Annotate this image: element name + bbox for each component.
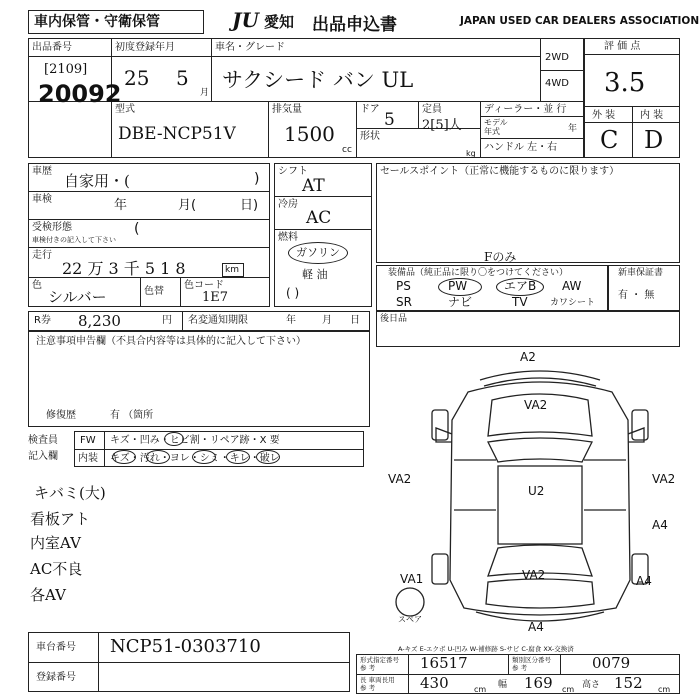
equip-sr: SR [396,295,412,309]
width-label: 幅 [498,680,508,690]
recycle-unit: 円 [162,315,172,326]
remark-2: 看板アト [30,510,91,528]
brand-aichi: 愛知 [264,13,295,31]
ac-label: 冷房 [278,199,298,210]
color-swap-label: 色替 [144,286,164,297]
post-attach-label: 後日品 [380,314,408,324]
equip-airbag: エアB [504,279,537,293]
registration-month: 5 [176,66,189,90]
history-label: 車歴 [32,166,52,177]
recycle-value: 8,230 [78,312,121,330]
mileage-label: 走行 [32,250,52,261]
drive-4wd: 4WD [545,78,569,89]
inspection-month: 月( [178,198,197,213]
handle-label: ハンドル 左・右 [484,142,558,153]
mark-circle-4 [192,450,216,464]
lot-label: 出品番号 [32,42,72,53]
diag-hood: VA2 [524,398,548,412]
fuel-label: 燃料 [278,232,298,243]
fw-items: キズ・凹み・ヒビ割・リペア跡・X 要 [110,435,280,446]
post-attach-box [376,311,680,347]
notes-label: 注意事項申告欄（不具合内容等は具体的に記入して下さい） [36,336,306,347]
equipment-note: Fのみ [484,250,517,264]
diag-bottom: A4 [528,620,544,634]
width-unit: cm [562,685,575,694]
color-code-label: 色コード [184,280,224,291]
interior-items: キズ・汚れ・ヨレ・シミ・キレ・破レ [110,453,280,464]
dealer-label: ディーラー・並 行 [484,104,567,115]
car-name-value: サクシード バン UL [222,68,414,92]
height-unit: cm [658,685,671,694]
equip-seat: カワシート [550,298,596,308]
mileage-unit: km [225,265,239,275]
mark-circle-1 [164,432,184,446]
cert-value: 16517 [420,654,468,672]
fuel-gas: ガソリン [296,246,340,259]
color-value: シルバー [48,288,107,306]
car-name-label: 車名・グレード [215,42,285,53]
equipment-label: 装備品（純正品に限り〇をつけてください） [388,268,569,278]
history-value: 自家用・( [64,172,130,190]
model-value: DBE-NCP51V [118,124,236,144]
transfer-day: 日 [350,315,360,326]
fuel-diesel: 軽 油 [302,268,328,281]
sales-point-box [376,163,680,263]
exterior-grade: C [600,126,619,154]
doors-label: ドア [360,104,380,115]
model-year-label: モデル 年式 [484,118,508,136]
diag-right-mid: A4 [652,518,668,532]
lot-number: 20092 [38,80,122,108]
lot-sub-number: [2109] [44,62,88,77]
mark-circle-5 [226,450,250,464]
inspection-year: 年 [114,198,128,213]
equip-ps: PS [396,279,411,293]
color-code: 1E7 [202,290,229,305]
shift-label: シフト [278,166,308,177]
class-label: 類別区分番号 参 考 [512,656,551,672]
reception-label: 受検形態 [32,222,72,233]
equip-tv: TV [512,295,528,309]
drive-2wd: 2WD [545,52,569,63]
sales-point-label: セールスポイント（正常に機能するものに限ります） [380,166,620,177]
diag-front: A2 [520,350,536,364]
transfer-year: 年 [286,315,296,326]
ju-logo: JU [232,8,259,32]
history-close: ) [254,171,260,187]
shift-value: AT [302,176,325,196]
warranty-value: 有 ・ 無 [618,290,655,301]
remark-3: 内室AV [30,534,81,552]
registration-label: 初度登録年月 [115,42,175,53]
form-title: 出品申込書 [312,15,397,35]
chassis-value: NCP51-0303710 [110,636,261,657]
displacement-unit: cc [342,145,352,155]
repair-value: 有 （箇所 [110,410,154,421]
interior-grade: D [644,126,664,154]
equip-aw: AW [562,279,582,293]
height-label: 高さ [582,680,601,690]
inspector-label: 検査員 [28,435,58,446]
displacement-value: 1500 [284,122,335,146]
diag-center: U2 [528,484,545,498]
association-name: JAPAN USED CAR DEALERS ASSOCIATION [460,15,700,27]
warranty-label: 新車保証書 [618,268,664,278]
reception-paren: ( [134,221,140,237]
remark-4: AC不良 [30,560,83,578]
equip-pw: PW [448,279,468,293]
diag-right: VA2 [652,472,676,486]
mark-circle-2 [112,450,136,464]
remark-1: キバミ(大) [34,484,106,502]
mark-circle-6 [256,450,280,464]
fuel-other: ( ) [286,286,300,300]
diag-rear-left: VA1 [400,572,424,586]
length-unit: cm [474,685,487,694]
width-value: 169 [524,674,553,692]
mark-circle-3 [146,450,170,464]
remark-5: 各AV [30,586,66,604]
chassis-label: 車台番号 [36,642,76,653]
registered-label: 登録番号 [36,672,76,683]
capacity-value: 2[5]人 [422,118,462,133]
interior-label: 内 装 [640,110,664,121]
reception-note: 車検付きの記入して下さい [32,236,116,244]
inspection-label: 車検 [32,194,52,205]
grade-label: 評 価 点 [604,41,641,52]
grade-value: 3.5 [604,68,646,98]
exterior-label: 外 装 [592,110,616,121]
cert-label: 形式指定番号 参 考 [360,656,399,672]
fw-label: FW [80,435,96,446]
transfer-label: 名変通知期限 [188,315,248,326]
registration-year: 25 [124,66,150,90]
color-label: 色 [32,280,42,291]
capacity-label: 定員 [422,104,442,115]
transfer-month: 月 [322,315,332,326]
storage-title: 車内保管・守衛保管 [34,14,160,30]
diag-rear: VA2 [522,568,546,582]
repair-label: 修復歴 [46,410,76,421]
diag-rear-right: A4 [636,574,652,588]
model-label: 型式 [115,104,135,115]
damage-legend: A-キズ E-エクボ U-凹み W-補修跡 S-サビ C-腐食 XX-交換済 [398,645,574,653]
inspection-day: 日) [240,198,259,213]
ac-value: AC [306,208,332,228]
equip-navi: ナビ [448,295,473,309]
length-value: 430 [420,674,449,692]
mileage-value: 22 万 3 千 5 1 8 [62,259,186,278]
diag-left: VA2 [388,472,412,486]
month-suffix: 月 [200,88,210,98]
model-year-unit: 年 [568,124,578,134]
shape-kg: kg [466,149,476,158]
shape-label: 形状 [360,131,380,142]
length-label: 長 車両長用 参 考 [360,676,395,692]
interior-check-label: 内装 [78,453,98,464]
diag-spare: スペア [398,615,422,624]
recycle-label: R券 [34,315,51,326]
height-value: 152 [614,674,643,692]
displacement-label: 排気量 [272,104,302,115]
class-value: 0079 [592,654,631,672]
doors-value: 5 [384,110,395,130]
entry-label: 記入欄 [28,451,58,462]
